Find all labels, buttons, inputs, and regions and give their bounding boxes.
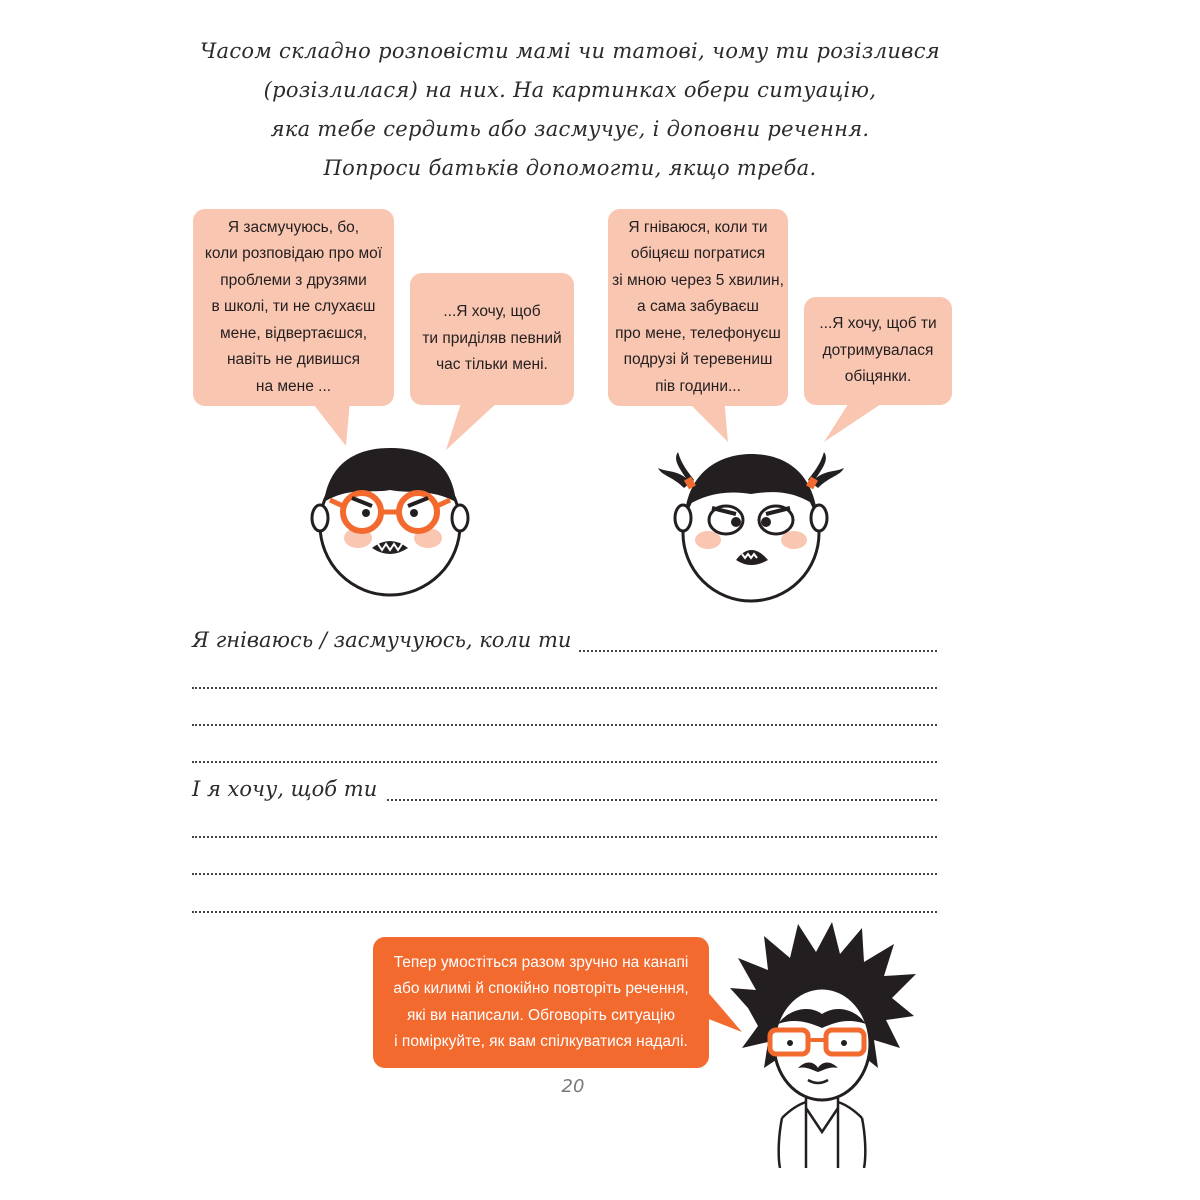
answer-line-2[interactable] bbox=[192, 669, 937, 689]
page-number: 20 bbox=[561, 1076, 585, 1097]
boy-complaint-text: Я засмучуюсь, бо, коли розповідаю про мої проблеми з друзями в школі, ти не слухаєш мене, відвертаєшся, навіть не дивишся на мене ... bbox=[204, 218, 383, 395]
intro-text bbox=[150, 32, 990, 188]
boy-speech-bubble-wish bbox=[410, 273, 574, 405]
girl-speech-bubble-complaint bbox=[608, 209, 788, 406]
prompt-i-want: І я хочу, щоб ти bbox=[192, 777, 385, 801]
intro-line-1: Часом складно розповісти мамі чи татові, чому ти розізлився bbox=[200, 39, 940, 63]
answer-line-8[interactable] bbox=[192, 893, 937, 913]
answer-line-6[interactable] bbox=[192, 818, 937, 838]
answer-line-4[interactable] bbox=[192, 743, 937, 763]
answer-line-7[interactable] bbox=[192, 855, 937, 875]
angry-boy-illustration bbox=[300, 440, 480, 600]
angry-girl-illustration bbox=[656, 448, 846, 608]
intro-line-4: Попроси батьків допомогти, якщо треба. bbox=[323, 156, 817, 180]
intro-line-3: яка тебе сердить або засмучує, і доповни речення. bbox=[270, 117, 870, 141]
girl-speech-bubble-wish bbox=[804, 297, 952, 405]
boy-speech-bubble-complaint bbox=[193, 209, 394, 406]
professor-illustration bbox=[728, 918, 918, 1168]
intro-line-2: (розізлилася) на них. На картинках обери ситуацію, bbox=[263, 78, 877, 102]
boy-wish-text: ...Я хочу, щоб ти приділяв певний час тільки мені. bbox=[422, 303, 562, 374]
tip-speech-bubble bbox=[373, 937, 709, 1068]
girl-complaint-text: Я гніваюся, коли ти обіцяєш погратися зі мною через 5 хвилин, а сама забуваєш про мене, телефонуєш подрузі й теревениш пів години... bbox=[612, 218, 784, 395]
tip-text: Тепер умостіться разом зручно на канапі або килимі й спокійно повторіть речення, які ви написали. Обговоріть ситуацію і поміркуйте, як вам спілкуватися надалі. bbox=[393, 953, 689, 1050]
girl-wish-text: ...Я хочу, щоб ти дотримувалася обіцянки. bbox=[819, 315, 937, 386]
prompt-angry-when: Я гніваюсь / засмучуюсь, коли ти bbox=[192, 628, 579, 652]
answer-line-3[interactable] bbox=[192, 706, 937, 726]
